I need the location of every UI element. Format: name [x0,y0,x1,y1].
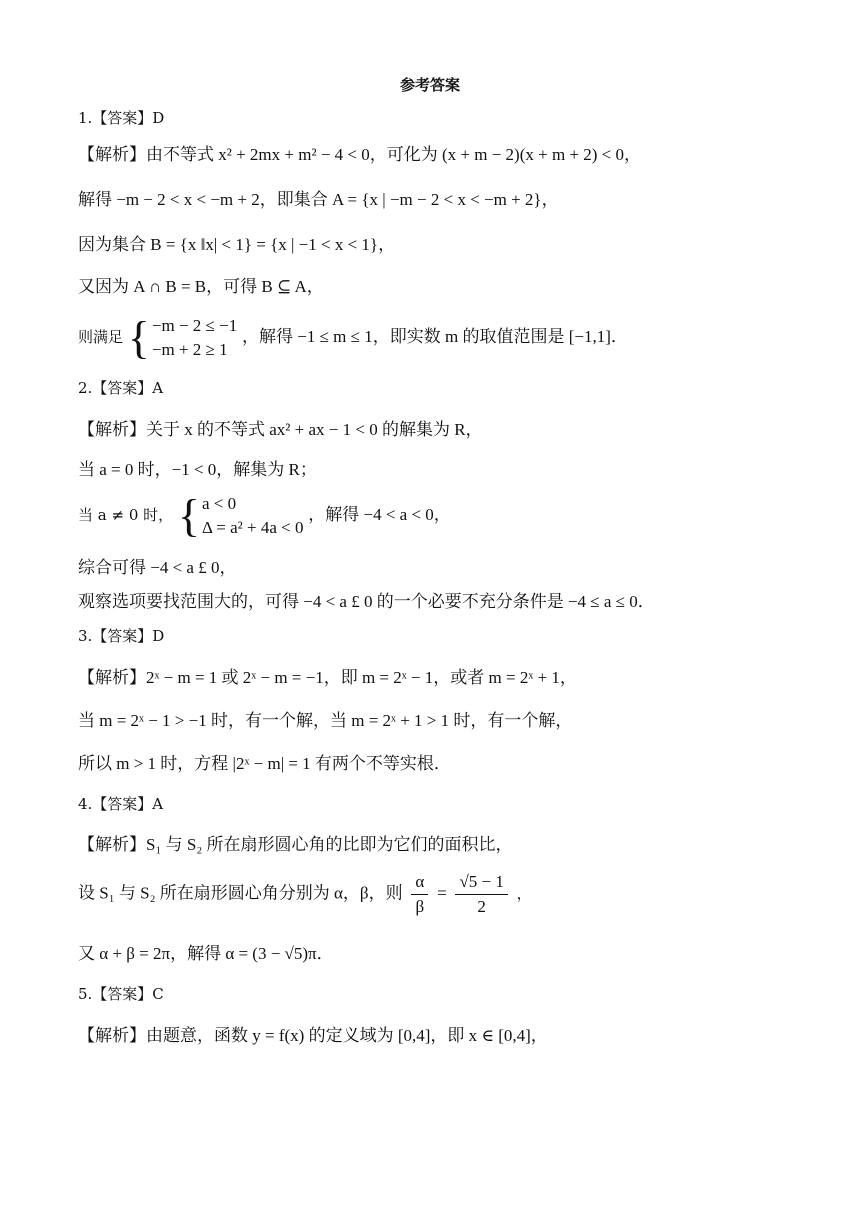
fraction-equals: = [437,883,447,903]
system-1-row-2: −m + 2 ≥ 1 [151,340,228,359]
answer-1-line-2: 解得 −m − 2 < x < −m + 2，即集合 A = {x | −m − 2 < x < −m + 2}， [78,190,559,209]
system-2-prefix: 当 a ≠ 0 时， [78,506,174,524]
answer-1-heading: 1.【答案】D [78,109,165,127]
answer-2-system-line [78,492,451,540]
answer-1-line-3: 因为集合 B = {x ‖x| < 1} = {x | −1 < x < 1}， [78,235,396,254]
system-1-prefix: 则满足 [78,328,124,346]
system-2-suffix: ，解得 −4 < a < 0， [308,505,451,524]
system-1 [128,314,237,362]
answer-4-heading: 4.【答案】A [78,795,164,813]
answer-5-heading: 5.【答案】C [78,985,164,1003]
left-brace-icon: { [127,312,150,363]
fraction-golden [455,872,507,917]
system-2-row-2: Δ = a² + 4a < 0 [202,518,304,537]
answer-2-line-1: 【解析】关于 x 的不等式 ax² + ax − 1 < 0 的解集为 R， [78,420,483,439]
answer-2-heading: 2.【答案】A [78,379,164,397]
answer-2-line-4: 观察选项要找范围大的，可得 −4 < a £ 0 的一个必要不充分条件是 −4 ≤ a ≤ 0． [78,592,655,611]
fraction-right-denominator: 2 [477,897,486,916]
fraction-left-numerator: α [411,872,428,895]
page-title: 参考答案 [399,76,460,94]
system-2 [178,492,304,540]
fraction-line-suffix: ， [516,884,532,903]
answer-1-line-4: 又因为 A ∩ B = B，可得 B ⊆ A， [78,277,324,296]
system-1-row-1: −m − 2 ≤ −1 [151,316,238,335]
fraction-left-denominator: β [415,897,425,916]
fraction-line-prefix: 设 S₁ 与 S₂ 所在扇形圆心角分别为 α，β，则 [78,883,403,903]
answer-1-line-1: 【解析】由不等式 x² + 2mx + m² − 4 < 0，可化为 (x + m − 2)(x + m + 2) < 0， [78,145,642,164]
answer-2-line-3: 综合可得 −4 < a £ 0， [78,558,237,577]
fraction-right-numerator: √5 − 1 [455,872,507,895]
answer-4-fraction-line [78,872,532,917]
answer-3-line-1: 【解析】2ˣ − m = 1 或 2ˣ − m = −1，即 m = 2ˣ − 1，或者 m = 2ˣ + 1， [78,668,577,687]
system-1-suffix: ，解得 −1 ≤ m ≤ 1，即实数 m 的取值范围是 [−1,1]． [242,327,628,346]
answer-3-line-2: 当 m = 2ˣ − 1 > −1 时，有一个解，当 m = 2ˣ + 1 > 1 时，有一个解， [78,711,573,730]
answer-4-line-3: 又 α + β = 2π，解得 α = (3 − √5)π． [78,944,334,963]
answer-5-line-1: 【解析】由题意，函数 y = f(x) 的定义域为 [0,4]，即 x ∈ [0,4]， [78,1026,548,1045]
answer-3-heading: 3.【答案】D [78,627,165,645]
answer-4-line-1: 【解析】S₁ 与 S₂ 所在扇形圆心角的比即为它们的面积比， [78,835,513,854]
left-brace-icon: { [177,490,201,541]
system-2-row-1: a < 0 [202,494,237,513]
answer-3-line-3: 所以 m > 1 时，方程 |2ˣ − m| = 1 有两个不等实根． [78,754,451,773]
answer-1-system-line [78,314,628,362]
fraction-alpha-beta [411,872,428,917]
answer-2-line-2: 当 a = 0 时，−1 < 0，解集为 R； [78,460,317,479]
